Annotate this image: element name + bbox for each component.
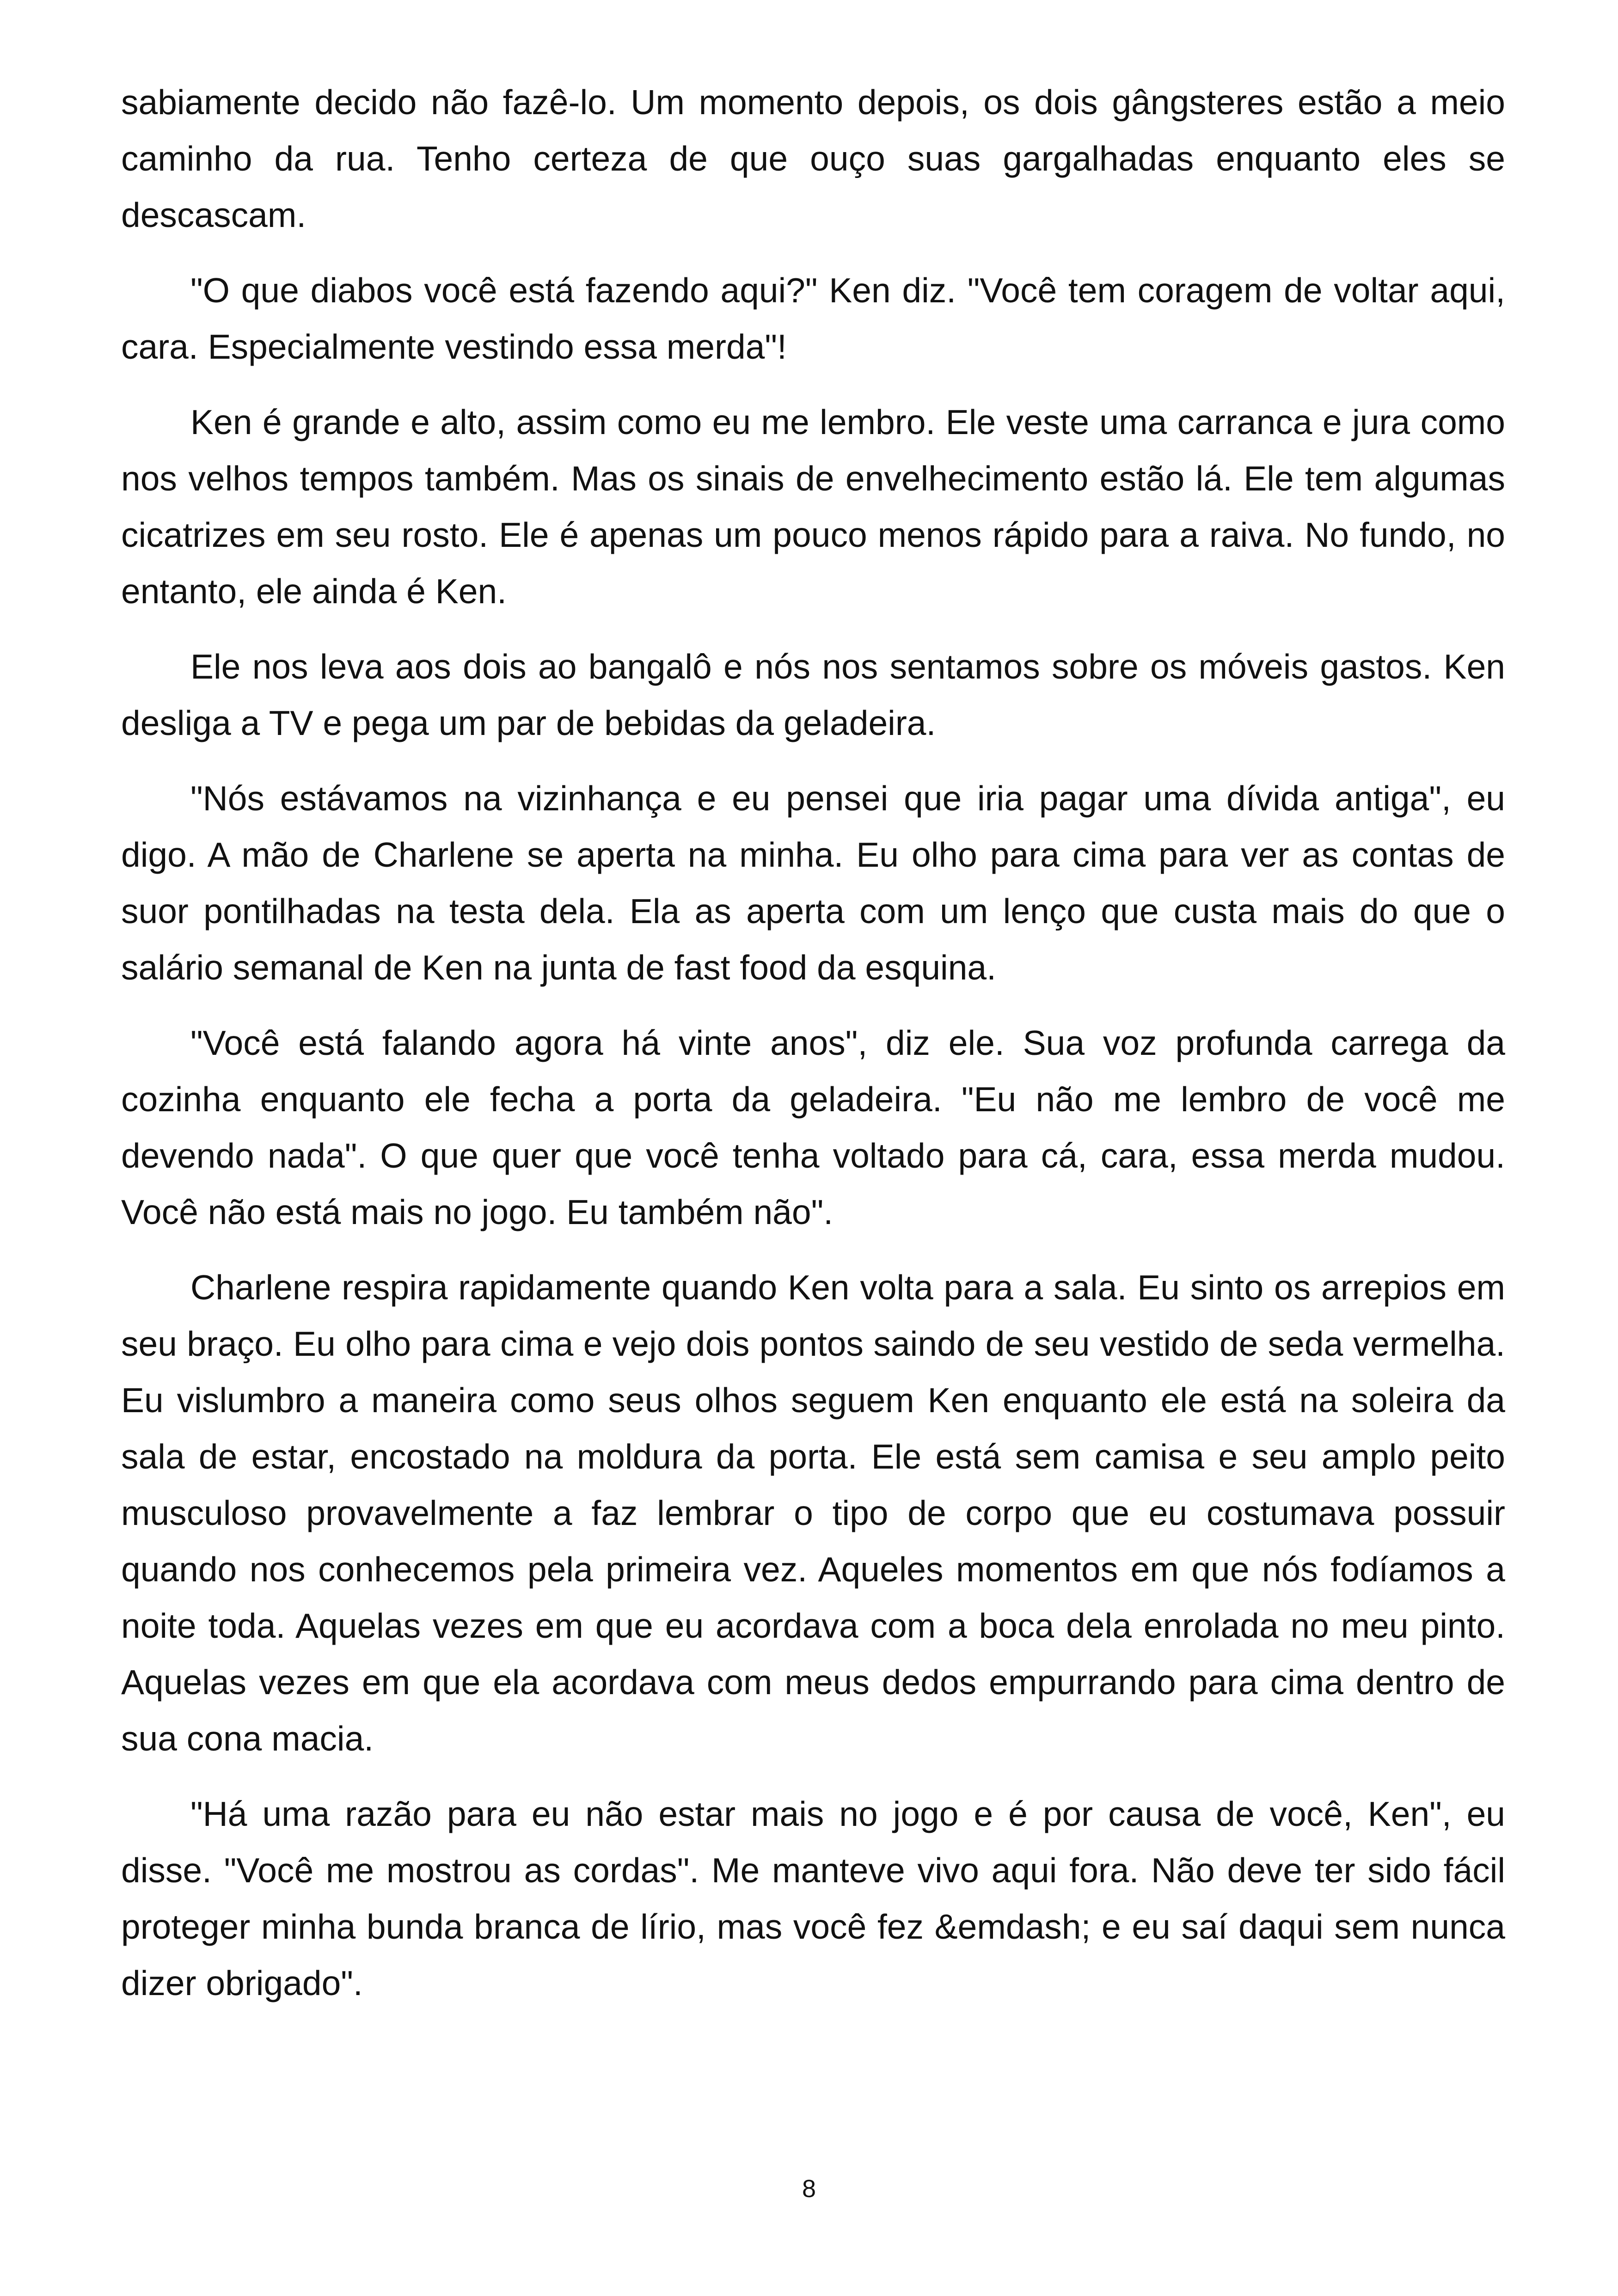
paragraph: "Há uma razão para eu não estar mais no jogo e é por causa de você, Ken", eu disse. "Você me mostrou as cordas". Me manteve vivo aqui fora. Não deve ter sido fácil proteger minha bunda branca de lírio, mas você fez &emdash; e eu saí daqui sem nunca dizer obrigado". <box>121 1794 1505 2002</box>
body-text <box>121 74 1505 2030</box>
paragraph: "O que diabos você está fazendo aqui?" Ken diz. "Você tem coragem de voltar aqui, cara. Especialmente vestindo essa merda"! <box>121 271 1505 366</box>
paragraph: Ele nos leva aos dois ao bangalô e nós nos sentamos sobre os móveis gastos. Ken desliga a TV e pega um par de bebidas da geladeira. <box>121 647 1505 742</box>
paragraph: "Nós estávamos na vizinhança e eu pensei que iria pagar uma dívida antiga", eu digo. A mão de Charlene se aperta na minha. Eu olho para cima para ver as contas de suor pontilhadas na testa dela. Ela as aperta com um lenço que custa mais do que o salário semanal de Ken na junta de fast food da esquina. <box>121 779 1505 987</box>
paragraph: "Você está falando agora há vinte anos", diz ele. Sua voz profunda carrega da cozinha enquanto ele fecha a porta da geladeira. "Eu não me lembro de você me devendo nada". O que quer que você tenha voltado para cá, cara, essa merda mudou. Você não está mais no jogo. Eu também não". <box>121 1023 1505 1231</box>
page-number: 8 <box>802 2175 816 2203</box>
paragraph: sabiamente decido não fazê-lo. Um momento depois, os dois gângsteres estão a meio caminho da rua. Tenho certeza de que ouço suas gargalhadas enquanto eles se descascam. <box>121 83 1505 234</box>
paragraph: Ken é grande e alto, assim como eu me lembro. Ele veste uma carranca e jura como nos velhos tempos também. Mas os sinais de envelhecimento estão lá. Ele tem algumas cicatrizes em seu rosto. Ele é apenas um pouco menos rápido para a raiva. No fundo, no entanto, ele ainda é Ken. <box>121 403 1505 611</box>
paragraph: Charlene respira rapidamente quando Ken volta para a sala. Eu sinto os arrepios em seu braço. Eu olho para cima e vejo dois pontos saindo de seu vestido de seda vermelha. Eu vislumbro a maneira como seus olhos seguem Ken enquanto ele está na soleira da sala de estar, encostado na moldura da porta. Ele está sem camisa e seu amplo peito musculoso provavelmente a faz lembrar o tipo de corpo que eu costumava possuir quando nos conhecemos pela primeira vez. Aqueles momentos em que nós fodíamos a noite toda. Aquelas vezes em que eu acordava com a boca dela enrolada no meu pinto. Aquelas vezes em que ela acordava com meus dedos empurrando para cima dentro de sua cona macia. <box>121 1268 1505 1758</box>
